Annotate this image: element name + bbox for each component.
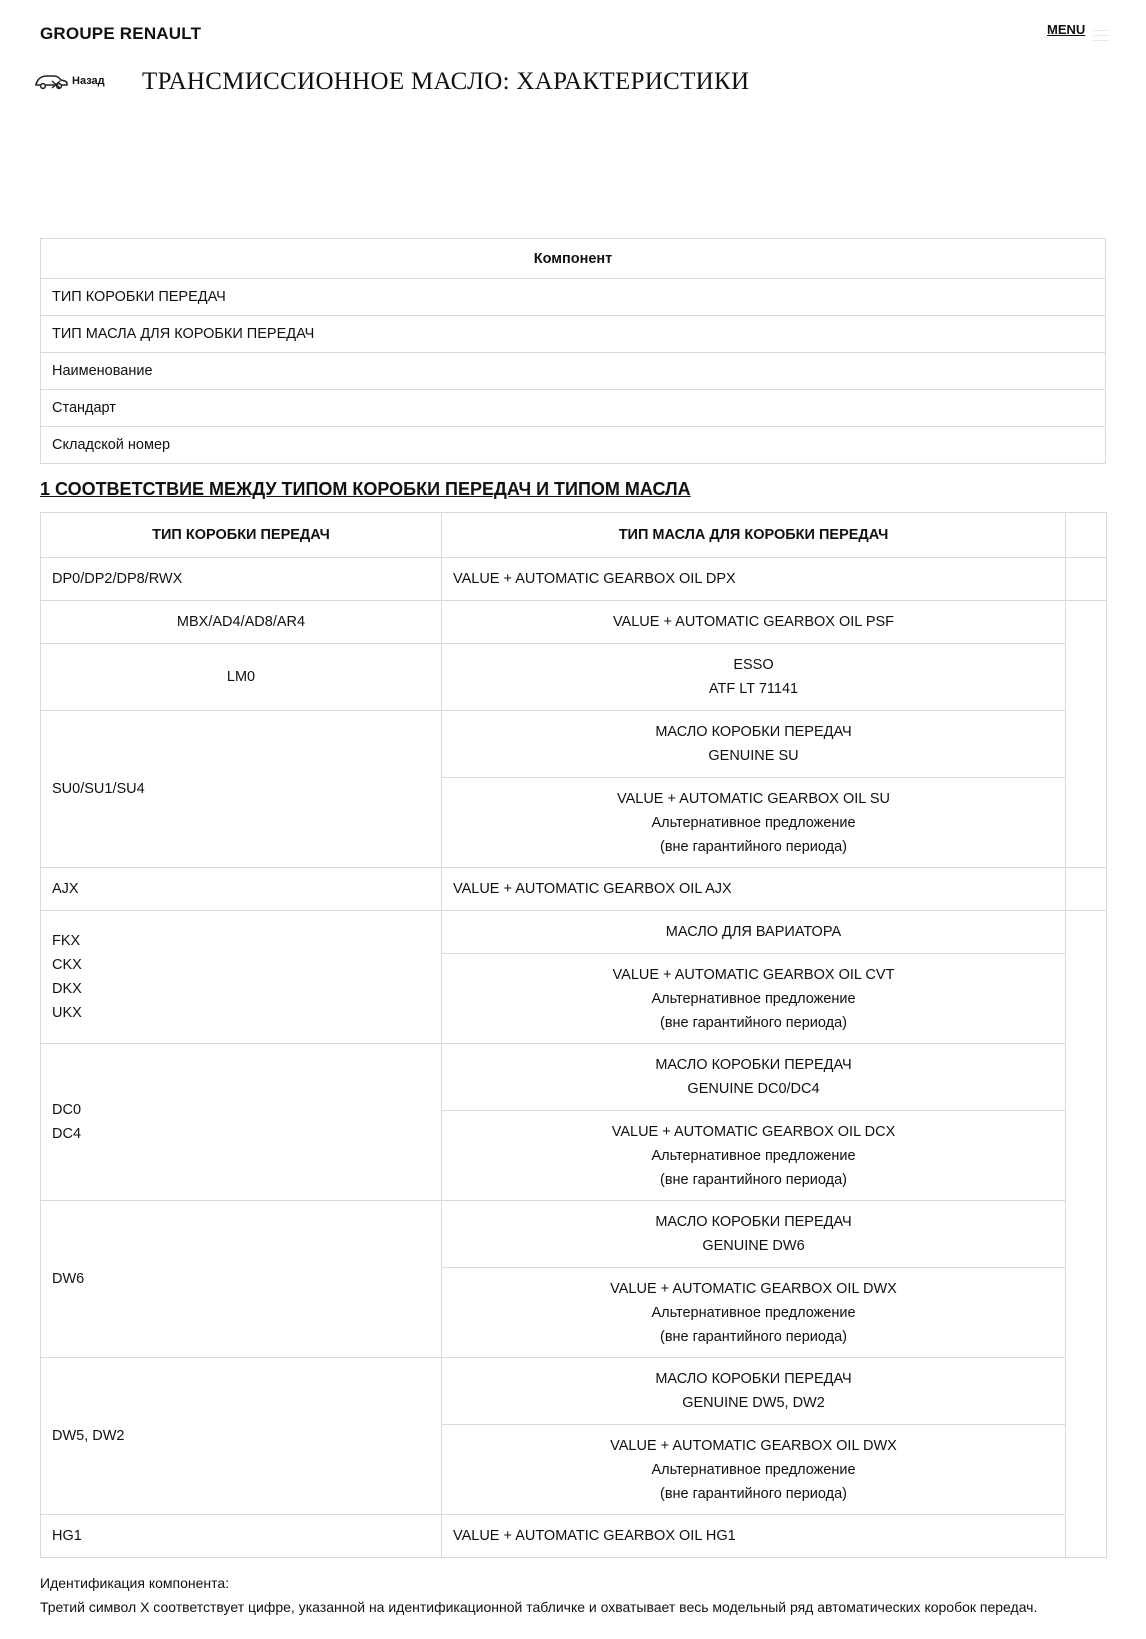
oil-line: МАСЛО КОРОБКИ ПЕРЕДАЧ: [655, 1214, 852, 1230]
page-title: ТРАНСМИССИОННОЕ МАСЛО: ХАРАКТЕРИСТИКИ: [142, 68, 750, 95]
back-button[interactable]: [34, 72, 105, 90]
oil-cell: [442, 911, 1066, 954]
oil-cell: [442, 1358, 1066, 1425]
oil-cell: [442, 778, 1066, 868]
gearbox-cell: AJX: [41, 868, 442, 911]
oil-line: (вне гарантийного периода): [660, 838, 847, 855]
section-title: 1 СООТВЕТСТВИЕ МЕЖДУ ТИПОМ КОРОБКИ ПЕРЕДАЧ И ТИПОМ МАСЛА: [40, 479, 691, 499]
gearbox-cell: DP0/DP2/DP8/RWX: [41, 558, 442, 601]
oil-line: GENUINE DW5, DW2: [682, 1395, 825, 1411]
menu-button[interactable]: MENU: [1047, 22, 1086, 37]
car-back-icon: [34, 72, 68, 90]
oil-line: МАСЛО КОРОБКИ ПЕРЕДАЧ: [655, 1371, 852, 1387]
oil-cell: VALUE + AUTOMATIC GEARBOX OIL HG1: [442, 1515, 1066, 1558]
gearbox-cell: [41, 1044, 442, 1201]
empty-cell: [1066, 558, 1107, 601]
gearbox-line: DC4: [52, 1126, 82, 1142]
gearbox-oil-table: [40, 512, 1107, 1558]
component-row: Стандарт: [41, 390, 1106, 427]
oil-line: VALUE + AUTOMATIC GEARBOX OIL CVT: [612, 966, 895, 983]
oil-cell: [442, 1425, 1066, 1515]
oil-line: (вне гарантийного периода): [660, 1171, 847, 1188]
footnote-line: Третий символ X соответствует цифре, указанной на идентификационной табличке и охватывает весь модельный ряд автоматических коробок передач.: [40, 1599, 1038, 1615]
gearbox-cell: DW5, DW2: [41, 1358, 442, 1515]
oil-cell: [442, 644, 1066, 711]
component-row: ТИП КОРОБКИ ПЕРЕДАЧ: [41, 279, 1106, 316]
menu-icon[interactable]: [1093, 30, 1109, 42]
oil-cell: [442, 1111, 1066, 1201]
gearbox-line: FKX: [52, 933, 81, 949]
oil-cell: [442, 1201, 1066, 1268]
gearbox-cell: DW6: [41, 1201, 442, 1358]
oil-cell: [442, 711, 1066, 778]
empty-cell: [1066, 868, 1107, 911]
oil-line: МАСЛО КОРОБКИ ПЕРЕДАЧ: [655, 724, 852, 740]
oil-line: VALUE + AUTOMATIC GEARBOX OIL DWX: [610, 1437, 897, 1454]
footnote: [40, 1571, 1037, 1619]
gearbox-line: UKX: [52, 1005, 82, 1021]
oil-line: ATF LT 71141: [708, 681, 799, 697]
component-row: Складской номер: [41, 427, 1106, 464]
col-header-empty: [1066, 513, 1107, 558]
oil-line: (вне гарантийного периода): [660, 1014, 847, 1031]
gearbox-cell: SU0/SU1/SU4: [41, 711, 442, 868]
oil-line: (вне гарантийного периода): [660, 1485, 847, 1502]
oil-line: VALUE + AUTOMATIC GEARBOX OIL SU: [616, 790, 891, 807]
component-row: Наименование: [41, 353, 1106, 390]
oil-cell: VALUE + AUTOMATIC GEARBOX OIL AJX: [442, 868, 1066, 911]
oil-line: (вне гарантийного периода): [660, 1328, 847, 1345]
oil-line: МАСЛО ДЛЯ ВАРИАТОРА: [665, 924, 842, 940]
component-table-header: Компонент: [41, 239, 1106, 279]
gearbox-line: CKX: [52, 957, 82, 973]
col-header-oil: ТИП МАСЛА ДЛЯ КОРОБКИ ПЕРЕДАЧ: [442, 513, 1066, 558]
oil-line: GENUINE DW6: [702, 1238, 805, 1254]
gearbox-cell: HG1: [41, 1515, 442, 1558]
gearbox-cell: LM0: [41, 644, 442, 711]
empty-cell: [1066, 911, 1107, 1558]
oil-line: VALUE + AUTOMATIC GEARBOX OIL DCX: [611, 1123, 896, 1140]
oil-line: МАСЛО КОРОБКИ ПЕРЕДАЧ: [655, 1057, 852, 1073]
oil-line: Альтернативное предложение: [651, 1304, 856, 1321]
component-table: [40, 238, 1106, 464]
oil-line: Альтернативное предложение: [651, 1147, 856, 1164]
oil-cell: VALUE + AUTOMATIC GEARBOX OIL DPX: [442, 558, 1066, 601]
col-header-gearbox: ТИП КОРОБКИ ПЕРЕДАЧ: [41, 513, 442, 558]
oil-line: GENUINE SU: [708, 748, 799, 764]
gearbox-cell: MBX/AD4/AD8/AR4: [41, 601, 442, 644]
gearbox-cell: [41, 911, 442, 1044]
gearbox-line: DC0: [52, 1102, 82, 1118]
oil-line: Альтернативное предложение: [651, 990, 856, 1007]
oil-cell: [442, 954, 1066, 1044]
back-label[interactable]: Назад: [72, 75, 105, 87]
oil-line: VALUE + AUTOMATIC GEARBOX OIL DWX: [610, 1280, 897, 1297]
brand-logo-text: GROUPE RENAULT: [40, 24, 202, 43]
oil-line: Альтернативное предложение: [651, 814, 856, 831]
oil-cell: [442, 1268, 1066, 1358]
oil-line: Альтернативное предложение: [651, 1461, 856, 1478]
gearbox-line: DKX: [52, 981, 82, 997]
oil-line: GENUINE DC0/DC4: [687, 1081, 820, 1097]
oil-cell: [442, 1044, 1066, 1111]
footnote-line: Идентификация компонента:: [40, 1575, 230, 1591]
oil-cell: VALUE + AUTOMATIC GEARBOX OIL PSF: [442, 601, 1066, 644]
empty-cell: [1066, 601, 1107, 868]
component-row: ТИП МАСЛА ДЛЯ КОРОБКИ ПЕРЕДАЧ: [41, 316, 1106, 353]
oil-line: ESSO: [733, 657, 774, 673]
